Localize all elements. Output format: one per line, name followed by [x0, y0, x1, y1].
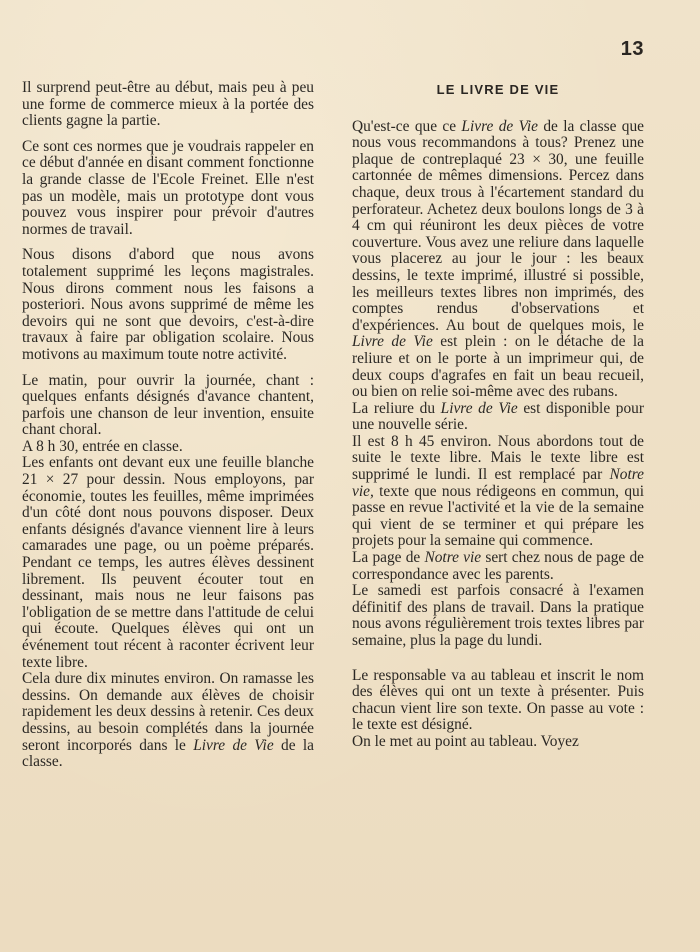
right-column: [352, 80, 644, 751]
paragraph: Le samedi est parfois consacré à l'examen définitif des plans de travail. Dans la pratique nous avons régulièrement trois textes libres par semaine, plus la page du lundi.: [352, 582, 644, 649]
text-run: La page de: [352, 549, 421, 567]
page-number: 13: [620, 38, 644, 60]
paragraph: On le met au point au tableau. Voyez: [352, 732, 579, 750]
text-run: La reliure du: [352, 399, 436, 417]
text-run: texte que nous rédigeons en commun, qui passe en revue l'activité et la vie de la semaine qui vient de se terminer et qui prépare les projets pour la semaine qui commence.: [352, 482, 644, 550]
text-run: de la classe.: [22, 736, 314, 771]
paragraph: Nous disons d'abord que nous avons totalement supprimé les leçons magistrales. Nous dirons comment nous les faisons a posteriori. Nous avons supprimé de même les devoirs qui ne sont que devoirs, c'est-à-dire travaux à faire par obligation scolaire. Nous motivons au maximum toute notre activité.: [22, 246, 314, 363]
text-run: est plein : on le détache de la reliure et on le porte à un imprimeur qui, de deux coups d'agrafes en fait un beau recueil, ou bien on relie soi-même avec des rubans.: [352, 333, 644, 401]
paragraph: [352, 550, 644, 583]
left-column: [22, 80, 314, 771]
paragraph: [352, 434, 644, 550]
paragraph: Le responsable va au tableau et inscrit le nom des élèves qui ont un texte à présenter. Puis chacun vient lire son texte. On passe au vote : le texte est désigné.: [352, 666, 644, 734]
paragraph: [352, 119, 644, 401]
text-run: de la classe que nous vous recommandons à tous? Prenez une plaque de contreplaqué 23 × 30, une feuille cartonnée de mêmes dimensions. Percez dans chaque, deux trous à l'écartement standard du perforateur. Achetez deux boulons longs de 3 à 4 cm qui réuniront les deux pièces de votre couverture. Vous avez une reliure dans laquelle vous placerez au jour le jour : les beaux dessins, le texte imprimé, illustré si possible, les meilleurs textes libres non imprimés, des comptes rendus d'observations et d'expériences. Au bout de quelques mois, le: [352, 117, 644, 334]
paragraph: [22, 671, 314, 771]
text-run: sert chez nous de page de correspondance avec les parents.: [352, 549, 644, 583]
book-title: Livre de Vie: [461, 117, 538, 135]
text-run: est disponible pour une nouvelle série.: [352, 399, 644, 434]
paragraph: Les enfants ont devant eux une feuille blanche 21 × 27 pour dessin. Nous employons, par économie, toutes les feuilles, même imprimées d'un côté dont nous pouvons disposer. Deux enfants désignés d'avance viennent lire à leurs camarades une page, ou un poème préparés. Pendant ce temps, les autres élèves dessinent librement. Ils peuvent écouter tout en dessinant, mais nous ne leur faisons pas l'obligation de se mettre dans l'attitude de celui qui écoute. Quelques élèves qui ont un événement tout récent à raconter écrivent leur texte libre.: [22, 454, 314, 671]
text-run: Qu'est-ce que ce: [352, 117, 457, 135]
section-title: LE LIVRE DE VIE: [436, 82, 560, 97]
book-title: Notre vie,: [352, 466, 644, 500]
book-title: Livre de Vie: [352, 333, 433, 351]
book-title: Notre vie: [424, 549, 482, 567]
book-title: Livre de Vie: [440, 399, 518, 417]
paragraph: Il surprend peut-être au début, mais peu à peu une forme de commerce mieux à la portée des clients gagne la partie.: [22, 79, 314, 130]
book-title: Livre de Vie: [193, 736, 274, 754]
text-run: Il est 8 h 45 environ. Nous abordons tout de suite le texte libre. Mais le texte libre est supprimé le lundi. Il est remplacé par: [352, 432, 644, 484]
paragraph: Le matin, pour ouvrir la journée, chant : quelques enfants désignés d'avance chantent, parfois une chanson de leur invention, ensuite chant choral.: [22, 371, 314, 439]
paragraph: Ce sont ces normes que je voudrais rappeler en ce début d'année en disant comment fonctionne la grande classe de l'Ecole Freinet. Elle n'est pas un modèle, mais un prototype dont vous pouvez vous inspirer pour prévoir d'autres normes de travail.: [22, 137, 314, 238]
paragraph: A 8 h 30, entrée en classe.: [22, 437, 183, 455]
text-run: Cela dure dix minutes environ. On ramasse les dessins. On demande aux élèves de choisir rapidement les deux dessins à retenir. Ces deux dessins, au besoin complétés dans la journée seront incorporés dans le: [22, 670, 314, 754]
paragraph: [352, 401, 644, 434]
